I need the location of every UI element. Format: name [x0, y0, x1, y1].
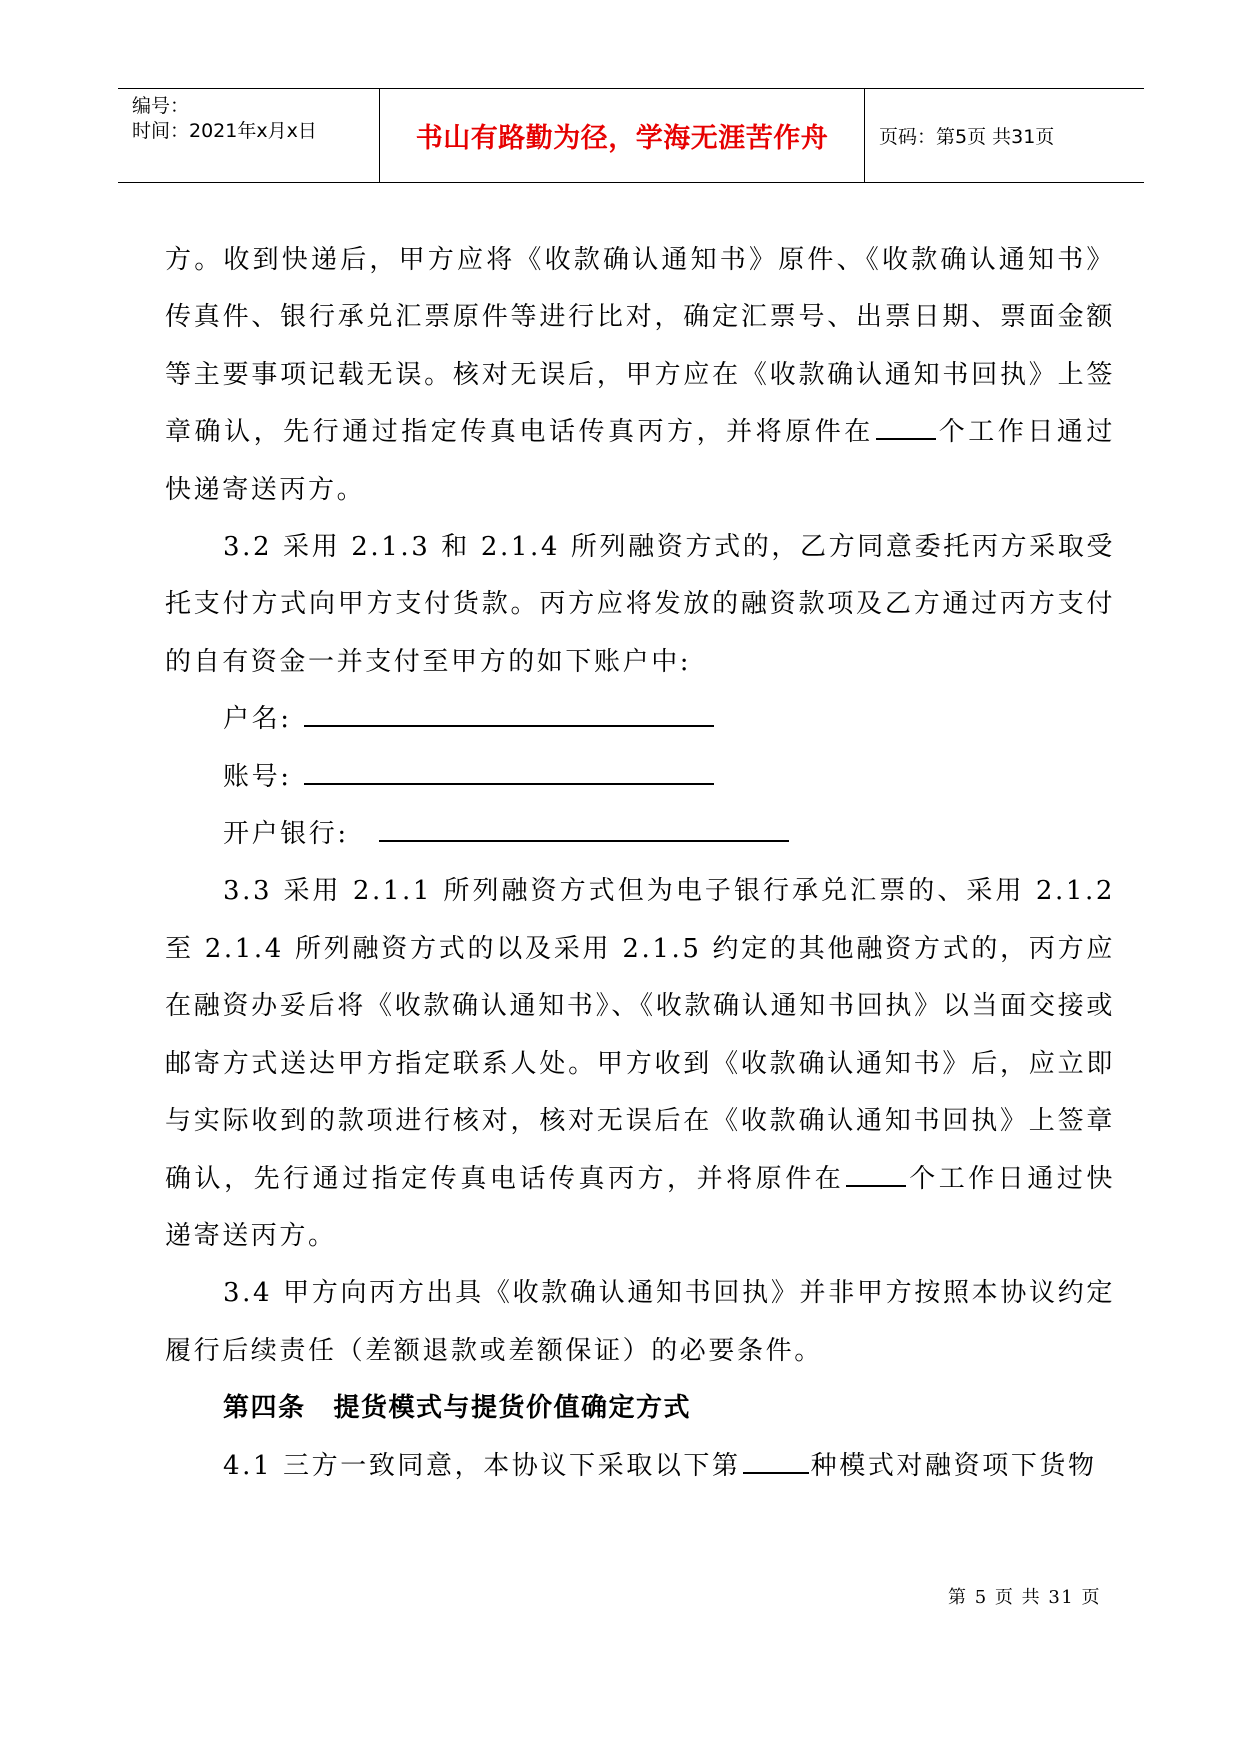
- account-name-row: [165, 691, 1115, 748]
- document-number-label: 编号：: [132, 95, 190, 117]
- paragraph-4-1: [165, 1438, 1115, 1495]
- article-title: 提货模式与提货价值确定方式: [333, 1393, 692, 1424]
- paragraph-text: 3.3 采用 2.1.1 所列融资方式但为电子银行承兑汇票的、采用 2.1.2 至 2.1.4 所列融资方式的以及采用 2.1.5 约定的其他融资方式的，丙方应在融资办妥后将《收款确认通知书》、《收款确认通知书回执》以当面交接或邮寄方式送达甲方指定联系人处。甲方收到《收款确认通知书》后，应立即与实际收到的款项进行核对，核对无误后在《收款确认通知书回执》上签章确认，先行通过指定传真电话传真丙方，并将原件在: [165, 876, 1115, 1194]
- paragraph-text-tail: 个工作日通过快递寄送丙方。: [165, 417, 1115, 505]
- header-motto: 书山有路勤为径，学海无涯苦作舟: [380, 89, 865, 182]
- page-header: [118, 88, 1144, 183]
- blank-line: [876, 414, 936, 440]
- paragraph-3-2: 3.2 采用 2.1.3 和 2.1.4 所列融资方式的，乙方同意委托丙方采取受托支付方式向甲方支付货款。丙方应将发放的融资款项及乙方通过丙方支付的自有资金一并支付至甲方的如下账户中:: [165, 532, 1115, 677]
- bank-row: [165, 806, 1115, 863]
- paragraph-text-tail: 种模式对融资项下货物: [810, 1450, 1097, 1481]
- bank-label: 开户银行:: [223, 819, 349, 850]
- blank-line: [846, 1161, 906, 1187]
- article-heading: [165, 1380, 1115, 1437]
- account-name-label: 户名:: [223, 704, 292, 735]
- document-time-label: 时间：2021年x月x日: [132, 120, 317, 142]
- header-meta: [118, 89, 380, 182]
- blank-line: [743, 1448, 809, 1474]
- account-number-row: [165, 749, 1115, 806]
- header-page-label: 页码：第5页 共31页: [879, 126, 1055, 148]
- article-number: 第四条: [223, 1393, 306, 1424]
- account-name-blank: [304, 701, 714, 727]
- paragraph-text: 4.1 三方一致同意，本协议下采取以下第: [223, 1450, 741, 1481]
- paragraph-3-4: 3.4 甲方向丙方出具《收款确认通知书回执》并非甲方按照本协议约定履行后续责任（差额退款或差额保证）的必要条件。: [165, 1278, 1115, 1366]
- bank-blank: [379, 816, 789, 842]
- paragraph-3-3: [165, 863, 1115, 1265]
- account-number-blank: [304, 759, 714, 785]
- paragraph-text-tail: 个工作日通过快递寄送丙方。: [165, 1163, 1115, 1251]
- page-footer: 第 5 页 共 31 页: [948, 1587, 1101, 1608]
- paragraph-receipt-confirmation: [165, 232, 1115, 519]
- paragraph-text: 方。收到快递后，甲方应将《收款确认通知书》原件、《收款确认通知书》传真件、银行承兑汇票原件等进行比对，确定汇票号、出票日期、票面金额等主要事项记载无误。核对无误后，甲方应在《收款确认通知书回执》上签章确认，先行通过指定传真电话传真丙方，并将原件在: [165, 245, 1115, 448]
- document-body: [165, 232, 1115, 1495]
- account-number-label: 账号:: [223, 761, 292, 792]
